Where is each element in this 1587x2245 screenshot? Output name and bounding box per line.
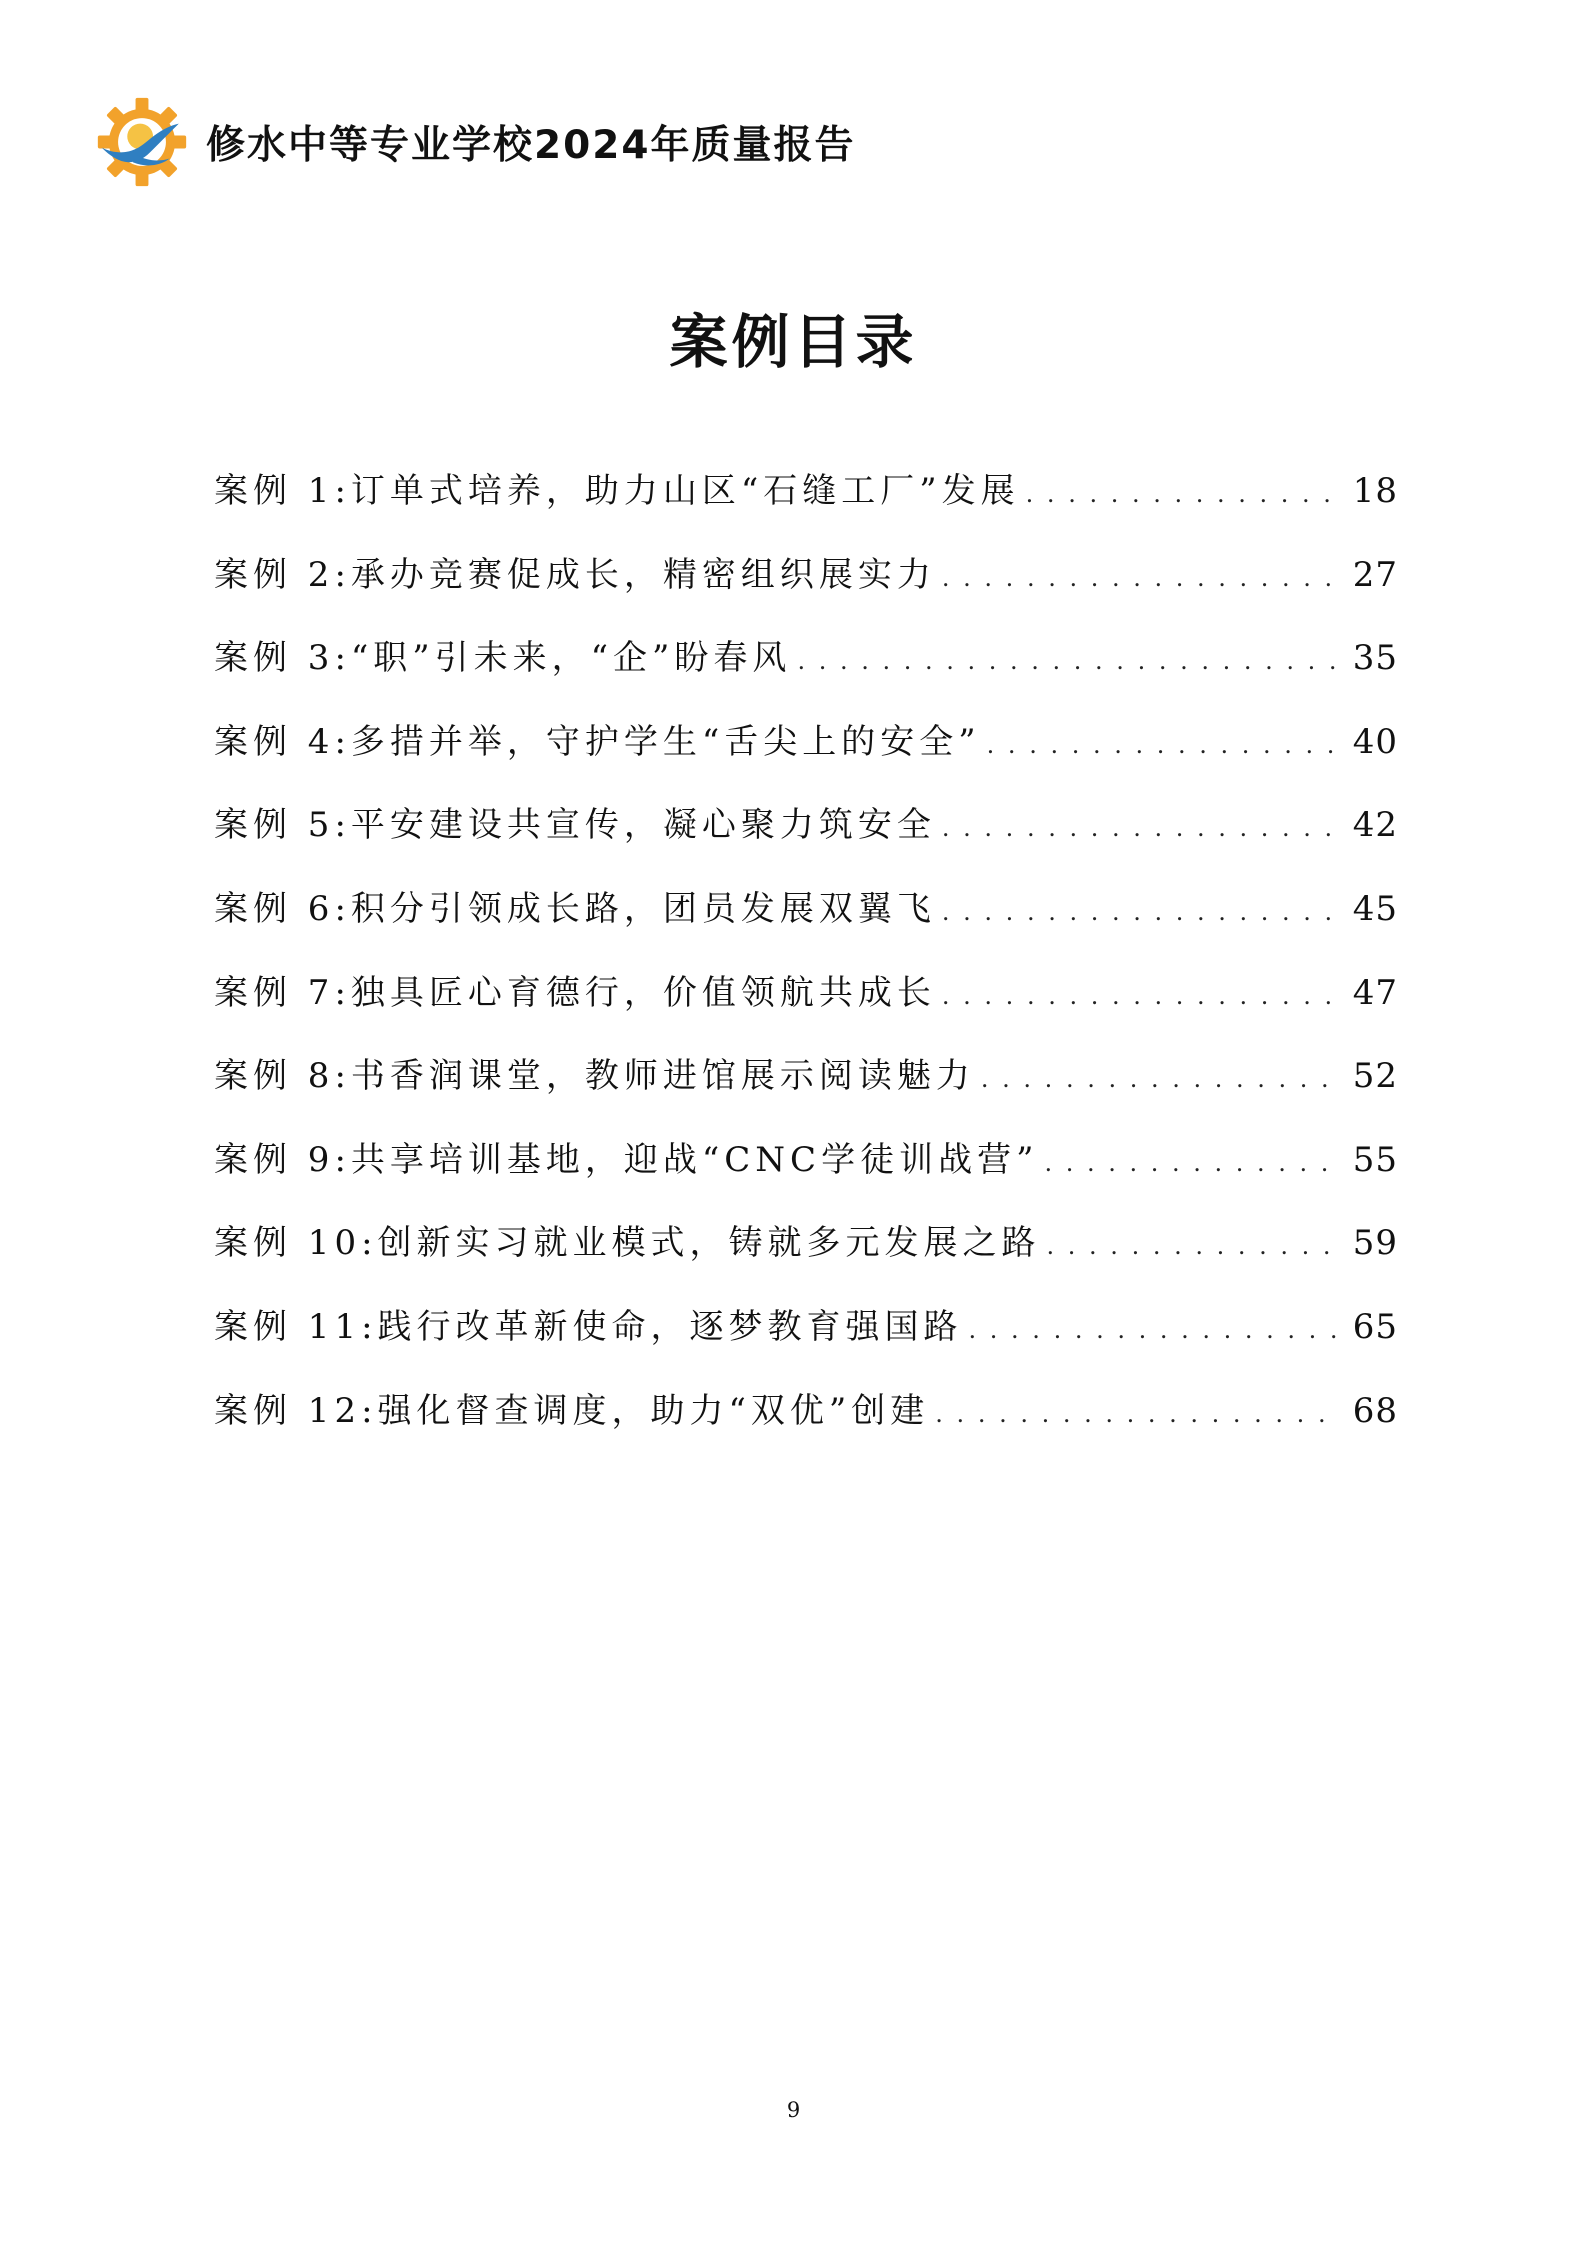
toc-entry-page: 18 bbox=[1352, 471, 1398, 511]
toc-entry[interactable] bbox=[214, 1210, 1398, 1294]
toc-leader-dots bbox=[797, 625, 1340, 694]
toc-entry-title: 共享培训基地，迎战“CNC学徒训战营” bbox=[350, 1139, 1039, 1180]
toc-entry-title: 平安建设共宣传，凝心聚力筑安全 bbox=[350, 805, 936, 846]
toc-leader-dots bbox=[969, 1294, 1341, 1363]
toc-leader-dots bbox=[935, 1378, 1340, 1447]
toc-entry-label: 案例 12: bbox=[214, 1390, 378, 1431]
toc-entry-title: “职”引未来，“企”盼春风 bbox=[350, 638, 792, 679]
toc-entry-label: 案例 4: bbox=[214, 721, 351, 762]
toc-entry[interactable] bbox=[214, 1127, 1398, 1211]
school-logo-icon bbox=[96, 96, 188, 188]
toc-leader-dots bbox=[942, 542, 1341, 611]
toc-entry-page: 68 bbox=[1352, 1390, 1398, 1431]
toc-entry[interactable] bbox=[214, 1294, 1398, 1378]
toc-entry-page: 40 bbox=[1352, 721, 1398, 762]
toc-entry-page: 52 bbox=[1352, 1056, 1398, 1097]
toc-entry-page: 45 bbox=[1352, 888, 1398, 929]
toc-entry-label: 案例 9: bbox=[214, 1139, 351, 1180]
toc-entry-label: 案例 2: bbox=[214, 554, 351, 595]
report-title: 修水中等专业学校2024年质量报告 bbox=[206, 123, 856, 168]
toc-heading: 案例目录 bbox=[669, 308, 918, 376]
toc-entry-title: 积分引领成长路，团员发展双翼飞 bbox=[350, 888, 936, 929]
toc-entry-title: 多措并举，守护学生“舌尖上的安全” bbox=[350, 721, 981, 762]
toc-entry-label: 案例 8: bbox=[214, 1056, 351, 1097]
toc-entry-page: 59 bbox=[1352, 1223, 1398, 1264]
toc-entry[interactable] bbox=[214, 876, 1398, 960]
toc-entry-label: 案例 5: bbox=[214, 805, 351, 846]
toc-entry-page: 27 bbox=[1352, 554, 1398, 595]
page-header bbox=[96, 96, 856, 188]
toc-entry-title: 独具匠心育德行，价值领航共成长 bbox=[350, 972, 936, 1013]
toc-leader-dots bbox=[942, 960, 1341, 1029]
toc-entry[interactable] bbox=[214, 542, 1398, 626]
toc-entry-label: 案例 6: bbox=[214, 888, 351, 929]
toc-entry[interactable] bbox=[214, 625, 1398, 709]
toc-leader-dots bbox=[1047, 1210, 1341, 1279]
toc-entry[interactable] bbox=[214, 1043, 1398, 1127]
toc-entry-page: 55 bbox=[1352, 1139, 1398, 1180]
toc-leader-dots bbox=[987, 709, 1341, 778]
toc-leader-dots bbox=[981, 1043, 1341, 1112]
toc-leader-dots bbox=[942, 876, 1341, 945]
toc-leader-dots bbox=[942, 792, 1341, 861]
toc-entry-page: 65 bbox=[1352, 1306, 1398, 1347]
toc-entry-title: 承办竞赛促成长，精密组织展实力 bbox=[350, 554, 936, 595]
toc-entry-page: 42 bbox=[1352, 805, 1398, 846]
toc-entry-label: 案例 3: bbox=[214, 638, 351, 679]
toc-entry-label: 案例 11: bbox=[214, 1306, 378, 1347]
toc-entry[interactable] bbox=[214, 792, 1398, 876]
toc-entry-title: 书香润课堂，教师进馆展示阅读魅力 bbox=[350, 1056, 975, 1097]
toc-entry-label: 案例 1: bbox=[214, 471, 351, 511]
toc-entry-page: 47 bbox=[1352, 972, 1398, 1013]
toc-entry[interactable] bbox=[214, 458, 1398, 542]
toc-entry-title: 订单式培养，助力山区“石缝工厂”发展 bbox=[350, 471, 1020, 511]
toc-entry[interactable] bbox=[214, 1378, 1398, 1462]
toc-entry-label: 案例 7: bbox=[214, 972, 351, 1013]
toc-entry[interactable] bbox=[214, 709, 1398, 793]
table-of-contents bbox=[214, 458, 1398, 1461]
toc-entry-page: 35 bbox=[1352, 638, 1398, 679]
toc-leader-dots bbox=[1026, 458, 1341, 527]
toc-entry-title: 践行改革新使命，逐梦教育强国路 bbox=[377, 1306, 963, 1347]
toc-entry[interactable] bbox=[214, 960, 1398, 1044]
toc-entry-label: 案例 10: bbox=[214, 1223, 378, 1264]
toc-entry-title: 创新实习就业模式，铸就多元发展之路 bbox=[377, 1223, 1041, 1264]
toc-entry-title: 强化督查调度，助力“双优”创建 bbox=[377, 1390, 930, 1431]
toc-leader-dots bbox=[1044, 1127, 1340, 1196]
page-number: 9 bbox=[786, 2098, 801, 2122]
